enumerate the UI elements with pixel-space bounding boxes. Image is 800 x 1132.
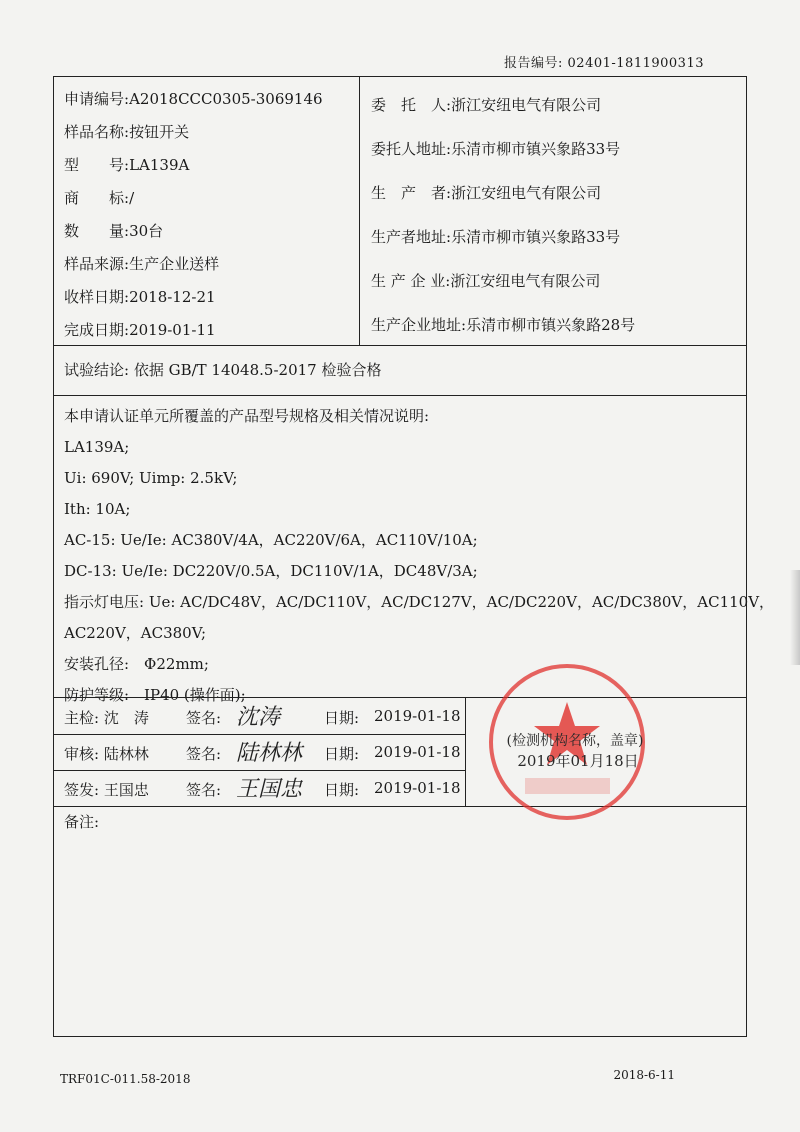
field-factory-address: 生产企业地址:乐清市柳市镇兴象路28号 [371,316,636,334]
field-manufacturer: 生 产 者:浙江安纽电气有限公司 [371,184,602,202]
field-sample-name: 样品名称:按钮开关 [64,123,190,141]
field-quantity: 数 量:30台 [64,222,164,240]
report-number: 报告编号: 02401-1811900313 [504,56,704,71]
field-factory: 生 产 企 业:浙江安纽电气有限公司 [371,272,601,290]
desc-line: Ith: 10A; [64,500,131,518]
client-info-right [371,83,741,347]
desc-line: 本申请认证单元所覆盖的产品型号规格及相关情况说明: [64,407,430,425]
seal-date: 2019年01月18日 [517,752,639,770]
seal-caption: (检测机构名称，盖章) [506,733,644,749]
desc-line: 安装孔径: Φ22mm; [64,655,209,673]
signature-inspector: 沈涛 [236,705,281,730]
desc-line: AC-15: Ue/Ie: AC380V/4A，AC220V/6A，AC110V/10A; [64,531,478,549]
remarks-label: 备注: [64,813,100,831]
field-received-date: 收样日期:2018-12-21 [64,288,216,306]
desc-line: Ui: 690V; Uimp: 2.5kV; [64,469,238,487]
field-sample-source: 样品来源:生产企业送样 [64,255,220,273]
field-trademark: 商 标:/ [64,189,135,207]
signoff-row-approver: 签发: 王国忠 签名: 王国忠 日期: 2019-01-18 [54,770,465,806]
sample-info-section [54,77,746,346]
field-client-address: 委托人地址:乐清市柳市镇兴象路33号 [371,140,621,158]
signature-approver: 王国忠 [236,777,303,802]
desc-line: 指示灯电压: Ue: AC/DC48V，AC/DC110V，AC/DC127V，AC/DC220V，AC/DC380V，AC110V， [64,593,775,611]
field-application-no: 申请编号:A2018CCC0305-3069146 [64,90,323,108]
form-version-date: 2018-6-11 [613,1068,675,1082]
test-conclusion: 试验结论: 依据 GB/T 14048.5-2017 检验合格 [54,345,746,396]
signoff-row-reviewer: 审核: 陆林林 签名: 陆林林 日期: 2019-01-18 [54,734,465,771]
desc-line: AC220V，AC380V; [64,624,207,642]
signoff-row-inspector: 主检: 沈 涛 签名: 沈涛 日期: 2019-01-18 [54,698,465,735]
desc-line: 防护等级: IP40 (操作面); [64,686,246,704]
field-completed-date: 完成日期:2019-01-11 [64,321,216,339]
field-model: 型 号:LA139A [64,156,190,174]
field-client: 委 托 人:浙江安纽电气有限公司 [371,96,602,114]
report-table [53,76,775,1037]
form-code: TRF01C-011.58-2018 [60,1072,191,1086]
field-manufacturer-address: 生产者地址:乐清市柳市镇兴象路33号 [371,228,621,246]
sample-info-left [64,83,354,347]
desc-line: LA139A; [64,438,130,456]
desc-line: DC-13: Ue/Ie: DC220V/0.5A，DC110V/1A，DC48V/3A; [64,562,478,580]
signature-reviewer: 陆林林 [236,741,303,766]
